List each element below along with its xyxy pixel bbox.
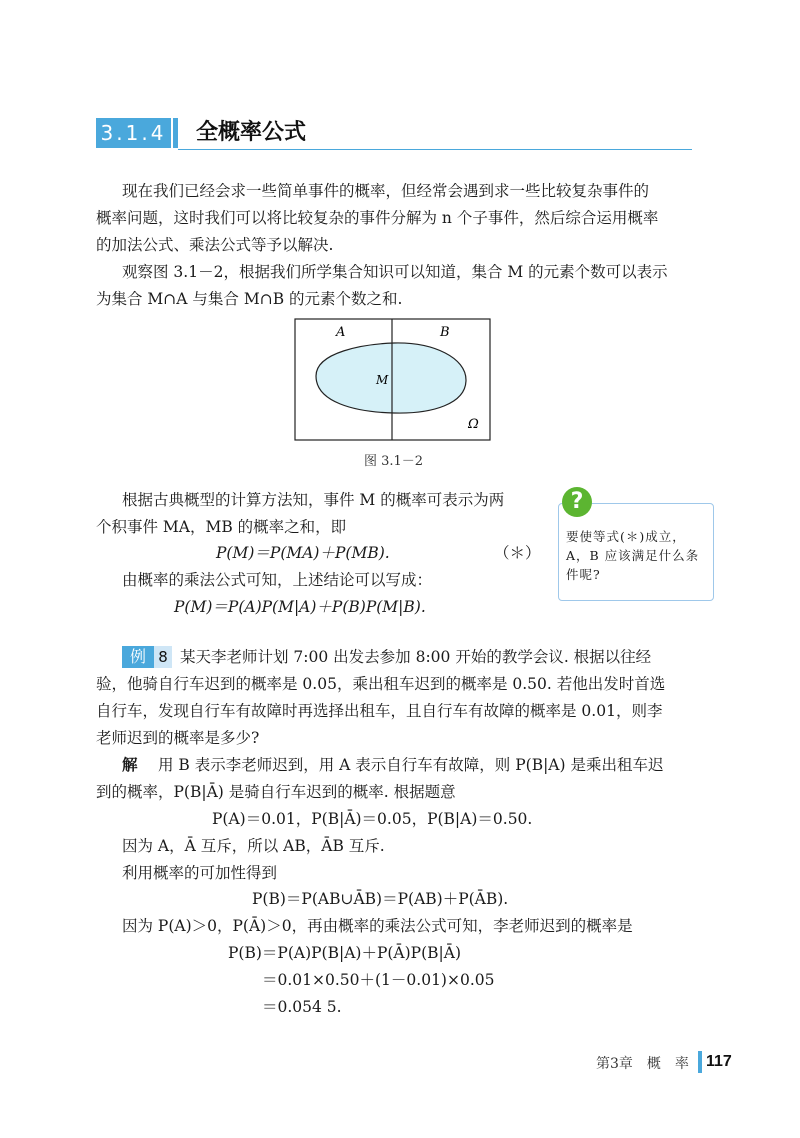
intro-line-3: 的加法公式、乘法公式等予以解决. [96, 236, 334, 254]
label-b: B [440, 325, 450, 340]
intro-line-5: 为集合 M∩A 与集合 M∩B 的元素个数之和. [96, 290, 403, 308]
solution-line-1: 用 B 表示李老师迟到，用 A 表示自行车有故障，则 P(B|A) 是乘出租车迟 [158, 756, 664, 774]
venn-diagram [294, 318, 492, 442]
solution-label: 解 [122, 755, 138, 774]
example-line-1: 某天李老师计划 7:00 出发去参加 8:00 开始的教学会议. 根据以往经 [180, 648, 652, 666]
example-line-3: 自行车，发现自行车有故障时再选择出租车，且自行车有故障的概率是 0.01，则李 [96, 702, 663, 720]
set-m-region [316, 343, 466, 413]
example-line-2: 验，他骑自行车迟到的概率是 0.05，乘出租车迟到的概率是 0.50. 若他出发时首选 [96, 675, 666, 693]
formula-2: P(M)＝P(A)P(M|A)＋P(B)P(M|B). [174, 598, 426, 616]
solution-line-9: ＝0.01×0.50＋(1－0.01)×0.05 [262, 971, 495, 989]
solution-line-4: 因为 A，Ā 互斥，所以 AB，ĀB 互斥. [122, 837, 385, 855]
solution-line-5: 利用概率的可加性得到 [122, 864, 278, 882]
solution-line-3: P(A)＝0.01，P(B|Ā)＝0.05，P(B|A)＝0.50. [212, 810, 533, 828]
formula-tag: （＊） [494, 544, 541, 562]
solution-line-7: 因为 P(A)＞0，P(Ā)＞0，再由概率的乘法公式可知，李老师迟到的概率是 [122, 917, 633, 935]
section-rule [178, 149, 692, 150]
example-line-4: 老师迟到的概率是多少? [96, 729, 260, 747]
intro-line-1: 现在我们已经会求一些简单事件的概率，但经常会遇到求一些比较复杂事件的 [122, 182, 650, 200]
solution-line-6: P(B)＝P(AB∪ĀB)＝P(AB)＋P(ĀB). [252, 890, 509, 908]
section-number: 3.1.4 [96, 118, 171, 148]
section-divider [173, 118, 178, 148]
section-title: 全概率公式 [196, 120, 307, 145]
example-badge: 例 [122, 646, 154, 668]
hint-text: 要使等式(＊)成立，A，B 应该满足什么条件呢? [566, 529, 700, 582]
label-m: M [376, 373, 389, 387]
solution-line-10: ＝0.054 5. [262, 998, 342, 1016]
label-omega: Ω [468, 417, 479, 432]
formula-1: P(M)＝P(MA)＋P(MB). [216, 544, 390, 562]
classical-line-1: 根据古典概型的计算方法知，事件 M 的概率可表示为两 [122, 491, 505, 509]
solution-line-2: 到的概率，P(B|Ā) 是骑自行车迟到的概率. 根据题意 [96, 783, 456, 801]
question-icon: ? [562, 487, 592, 517]
footer-chapter: 第3章 概 率 [596, 1056, 689, 1072]
intro-line-2: 概率问题，这时我们可以将比较复杂的事件分解为 n 个子事件，然后综合运用概率 [96, 209, 659, 227]
page-number: 117 [706, 1053, 732, 1070]
label-a: A [336, 325, 346, 340]
figure-caption: 图 3.1－2 [364, 454, 424, 469]
classical-line-3: 由概率的乘法公式可知，上述结论可以写成： [122, 571, 433, 589]
solution-line-8: P(B)＝P(A)P(B|A)＋P(Ā)P(B|Ā) [228, 944, 462, 962]
intro-line-4: 观察图 3.1－2，根据我们所学集合知识可以知道，集合 M 的元素个数可以表示 [122, 263, 668, 281]
footer-divider [698, 1051, 702, 1073]
example-number: 8 [154, 646, 172, 668]
classical-line-2: 个积事件 MA，MB 的概率之和，即 [96, 518, 347, 536]
